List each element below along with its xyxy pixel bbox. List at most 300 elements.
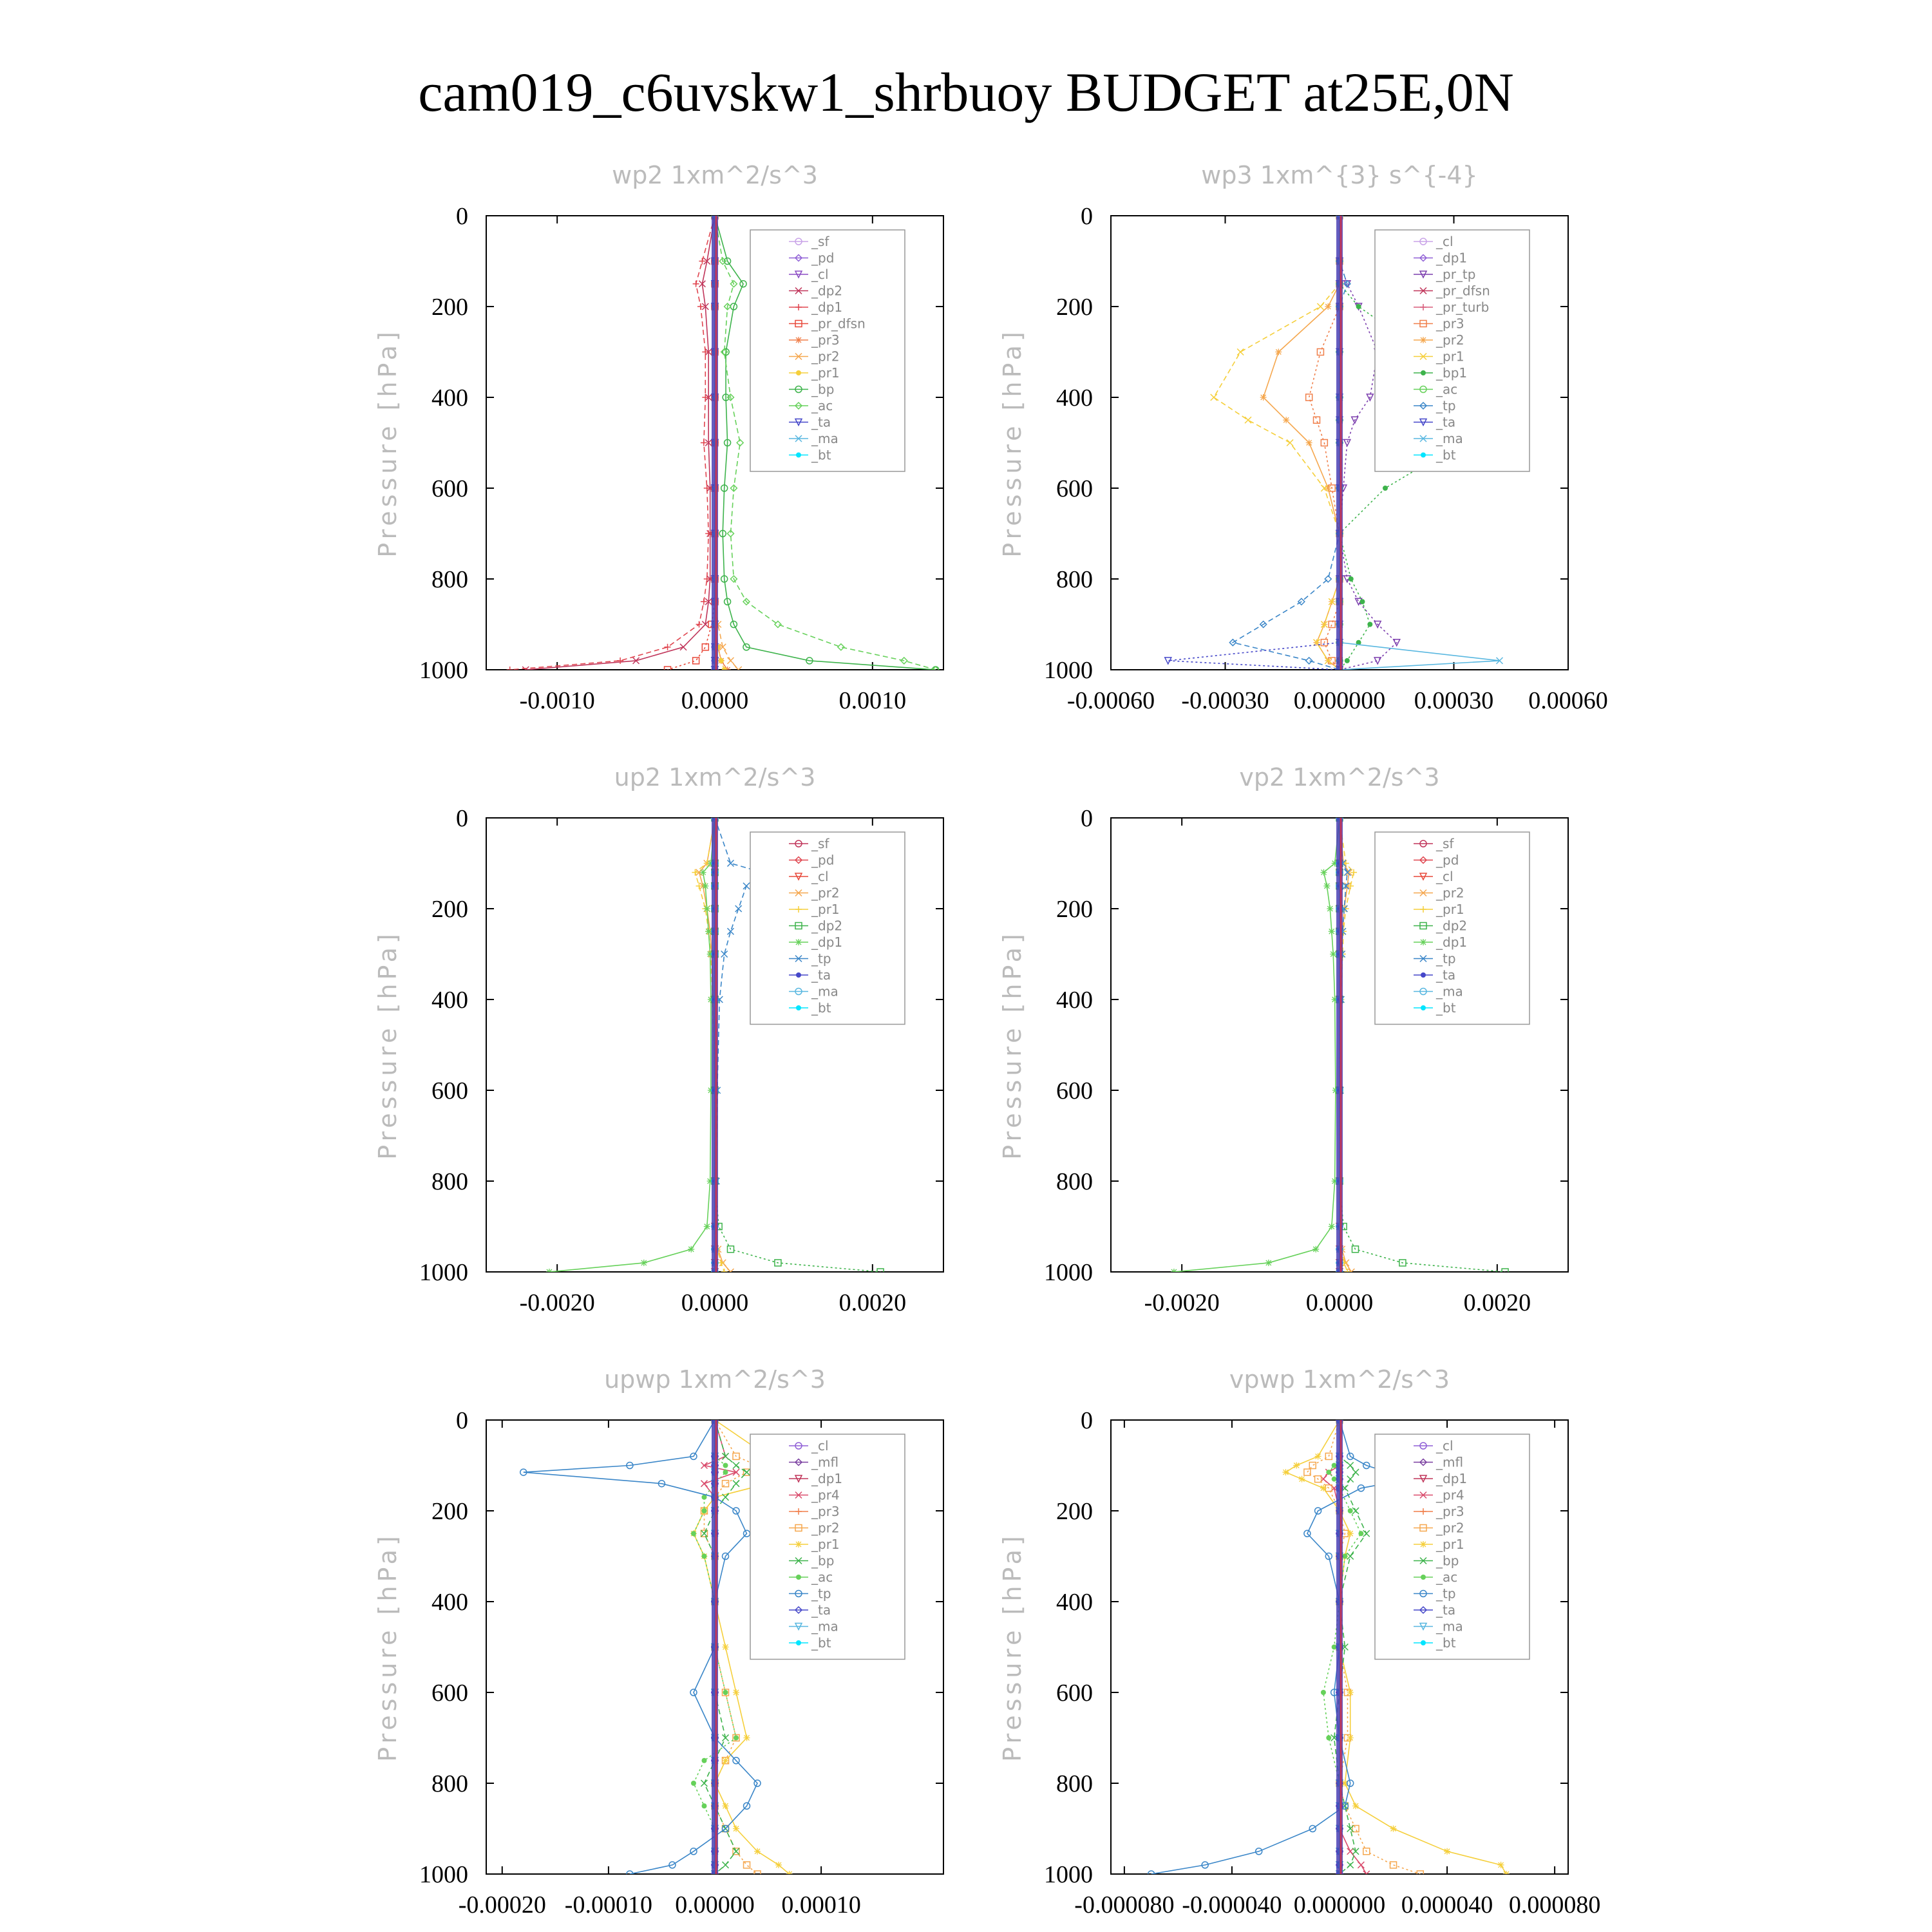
series-point-bp [1352,1508,1359,1514]
series-point-ac [701,1803,706,1808]
legend-label: _mfl [811,1454,839,1470]
legend-marker [1420,337,1426,343]
series-point-dp1 [1321,869,1327,876]
y-tick-label: 1000 [1044,1861,1093,1888]
series-point-dp1 [700,869,706,876]
series-point-pr4 [701,1481,707,1487]
y-tick-label: 800 [1056,1168,1093,1195]
series-point-pr2 [1306,440,1312,446]
legend-label: _ta [811,1602,831,1618]
series-point-dp1 [617,658,623,664]
series-point-pr1 [1444,1848,1450,1855]
y-tick-label: 200 [431,294,468,321]
series-point-dp1 [1323,883,1330,889]
legend-label: _bt [811,1635,831,1651]
panel-1 [374,161,943,714]
series-point-dp1 [1171,1269,1177,1275]
series-point-pr1 [1282,1469,1289,1475]
legend [1375,230,1530,471]
series-point-pr1 [1315,1453,1321,1459]
legend-label: _dp1 [1436,934,1468,950]
x-tick-label: 0.0020 [838,1289,907,1316]
legend-marker [795,337,802,343]
legend-label: _pr1 [811,365,840,381]
series-point-dp1 [702,349,708,355]
x-tick-label: -0.0020 [519,1289,595,1316]
x-tick-label: 0.000040 [1401,1891,1493,1918]
y-tick-label: 600 [1056,475,1093,502]
legend-label: _cl [1436,869,1454,884]
legend-marker [1421,1575,1426,1580]
series-point-bp [701,1780,707,1786]
legend-label: _ac [1436,1569,1458,1585]
y-axis-label: Pressure [hPa] [998,930,1027,1160]
series-point-pr1 [1352,1803,1359,1809]
legend-label: _sf [811,234,829,249]
legend-label: _pr3 [1436,1504,1464,1519]
series-point-dp1 [688,1246,694,1253]
series-point-dp1 [507,667,513,673]
series-point-dp1 [705,531,712,537]
legend-label: _bt [1436,1635,1456,1651]
panel-6 [998,1365,1600,1918]
legend-label: _pr4 [811,1487,840,1503]
series-point-bp [744,1469,750,1475]
legend-label: _pr3 [811,332,840,348]
legend [1375,832,1530,1025]
y-tick-label: 400 [1056,384,1093,412]
x-tick-label: 0.00010 [781,1891,861,1918]
series-point-bp [1347,1463,1354,1469]
series-point-bp [1347,1476,1354,1482]
series-point-ac [1321,1690,1326,1695]
series-point-tp [721,951,728,958]
series-point-pr1 [1347,1530,1354,1537]
series-point-ac [701,1508,706,1513]
x-tick-label: 0.00000 [675,1891,755,1918]
y-tick-label: 200 [1056,896,1093,923]
series-point-pr1 [1347,1689,1354,1696]
legend-label: _ac [811,398,833,413]
y-axis-label: Pressure [hPa] [374,328,402,558]
series-point-pr1 [719,658,724,663]
y-tick-label: 400 [431,1589,468,1616]
legend-label: _pr1 [811,902,840,917]
series-point-pr1 [1347,1735,1354,1741]
legend-label: _cl [1436,234,1454,249]
legend-label: _ac [1436,381,1458,397]
series-point-pr1 [723,1757,729,1764]
panel-3 [374,763,943,1316]
legend-marker [1421,972,1426,978]
legend-marker [796,972,801,978]
legend-label: _pr_dfsn [811,316,866,332]
series-point-ac [723,1470,728,1475]
series-line-tp [1151,1420,1410,1874]
series-point-pr2 [727,658,734,664]
legend-marker [795,1541,802,1548]
x-tick-label: -0.0020 [1144,1289,1220,1316]
series-point-pr1 [723,1644,729,1651]
legend-marker [795,939,802,945]
series-point-dp1 [696,621,703,628]
series-point-dp1 [1330,951,1336,958]
legend-marker [1421,1005,1426,1010]
x-tick-label: 0.000080 [1508,1891,1601,1918]
panel-title: vp2 1xm^2/s^3 [1239,763,1440,791]
legend-label: _pd [811,852,835,868]
series-point-pr1 [1237,349,1244,355]
series-point-dp1 [693,281,699,287]
series-point-pr1 [1299,1476,1305,1482]
series-point-ac [734,1736,739,1741]
y-tick-label: 600 [1056,1680,1093,1707]
legend-label: _ta [811,414,831,430]
series-point-pr2 [1325,303,1331,310]
series-point-ac [1326,1736,1331,1741]
legend-label: _pd [811,250,835,266]
y-tick-label: 200 [431,1498,468,1525]
legend-label: _tp [1436,398,1456,413]
series-point-bp1 [1349,576,1354,582]
series-point-pr1 [721,1269,728,1275]
legend-label: _ta [1436,1602,1456,1618]
legend-label: _bp [1436,1553,1459,1569]
series-point-bp1 [1345,658,1350,663]
legend-marker [796,1640,801,1645]
legend-label: _pr2 [1436,1520,1464,1536]
y-axis-label: Pressure [hPa] [374,1532,402,1762]
series-point-pr1 [1503,1871,1510,1877]
series-point-dp1 [704,485,710,491]
x-tick-label: -0.00030 [1181,687,1269,714]
y-tick-label: 600 [431,475,468,502]
legend-label: _dp1 [1436,1471,1468,1486]
series-point-dp1 [1265,1260,1272,1266]
x-tick-label: 0.0000 [681,1289,749,1316]
y-tick-label: 0 [456,805,468,832]
legend-label: _pr2 [811,348,840,365]
series-point-pr1 [786,1871,793,1877]
legend-label: _tp [811,1586,831,1602]
series-point-pr1 [1287,440,1293,446]
y-tick-label: 0 [456,203,468,230]
series-point-dp1 [665,644,671,650]
series-point-bp [723,1862,729,1868]
legend-marker [1421,453,1426,458]
x-tick-label: -0.00010 [564,1891,652,1918]
series-point-ac [723,1463,728,1468]
x-tick-label: 0.000000 [1293,687,1386,714]
legend-label: _cl [811,267,829,282]
y-tick-label: 800 [431,566,468,593]
series-point-bp1 [1360,599,1365,604]
series-point-ac [701,1554,706,1559]
series-point-dp1 [702,394,708,401]
legend-label: _pr2 [1436,332,1464,348]
series-point-tp [727,860,734,867]
legend-label: _pr3 [811,1504,840,1519]
y-tick-label: 800 [1056,1770,1093,1797]
y-tick-label: 600 [431,1077,468,1104]
series-point-bp [733,1481,739,1487]
legend-label: _cl [811,1438,829,1454]
series-point-pr4 [1358,1862,1364,1868]
legend-label: _pr_dfsn [1436,283,1490,299]
x-tick-label: 0.000000 [1293,1891,1386,1918]
legend-label: _ta [811,967,831,983]
x-tick-label: -0.000080 [1074,1891,1175,1918]
legend-label: _ma [811,983,838,999]
series-point-bp1 [1383,486,1388,491]
legend-label: _dp1 [811,934,843,950]
legend-label: _sf [811,836,829,851]
series-point-tp [1306,658,1312,664]
series-point-dp2 [680,644,687,650]
series-point-dp1 [546,1269,553,1275]
series-point-pr1 [1317,303,1323,310]
series-point-pr_dfsn [693,658,699,664]
series-point-ac [691,1531,696,1536]
series-point-bp [1363,1530,1370,1537]
y-tick-label: 800 [431,1770,468,1797]
series-point-bp [701,1530,707,1537]
x-tick-label: 0.0020 [1463,1289,1531,1316]
series-point-dp1 [705,928,712,934]
series-point-pr1 [733,1826,739,1832]
series-point-ac [701,1758,706,1763]
legend-label: _ma [1436,431,1463,446]
series-line-pr4 [705,1420,737,1874]
series-point-pr2 [1325,485,1331,491]
series-point-bp [723,1735,729,1741]
panel-4 [998,763,1568,1316]
legend-label: _pr4 [1436,1487,1464,1503]
legend-marker [796,453,801,458]
y-tick-label: 400 [431,987,468,1014]
y-tick-label: 400 [1056,1589,1093,1616]
panel-2 [998,161,1608,714]
panel-title: upwp 1xm^2/s^3 [604,1365,826,1394]
legend-label: _pr_turb [1436,299,1490,315]
y-axis-label: Pressure [hPa] [374,930,402,1160]
series-point-pr3 [1314,417,1320,423]
legend [750,832,905,1025]
series-point-bp [1347,1862,1354,1868]
legend-label: _ac [811,1569,833,1585]
series-point-pr2 [1390,1862,1397,1868]
series-line-dp1 [1174,818,1340,1272]
series-point-dp1 [1312,1246,1319,1253]
legend-label: _pr2 [1436,885,1464,901]
legend-label: _pr3 [1436,316,1464,332]
y-tick-label: 1000 [419,657,468,684]
legend-marker [796,370,801,375]
series-line-dp2 [526,216,715,670]
series-point-dp1 [704,905,710,912]
y-tick-label: 1000 [1044,1259,1093,1286]
x-tick-label: 0.0000 [681,687,749,714]
panel-title: wp3 1xm^{3} s^{-4} [1201,161,1478,189]
y-tick-label: 600 [1056,1077,1093,1104]
legend-label: _cl [811,869,829,884]
series-point-pr2 [1283,417,1289,423]
series-point-pr2 [1304,1469,1311,1475]
series-point-dp1 [702,883,708,889]
series-point-pr1 [1320,1485,1327,1492]
legend-marker [1421,1640,1426,1645]
legend-label: _dp1 [1436,250,1468,266]
y-tick-label: 800 [431,1168,468,1195]
legend-label: _mfl [1436,1454,1464,1470]
series-point-dp1 [1329,1224,1335,1230]
legend-label: _dp2 [811,918,843,934]
series-point-dp1 [641,1260,647,1266]
series-point-pr1 [775,1862,782,1868]
y-tick-label: 0 [1081,203,1093,230]
series-point-ac [775,621,781,628]
series-point-pr1 [1293,1463,1300,1469]
legend-label: _ta [1436,967,1456,983]
series-point-pr1 [723,1803,729,1809]
series-point-pr_tp [1374,658,1381,664]
series-point-bp [733,1848,739,1855]
panel-title: up2 1xm^2/s^3 [614,763,816,791]
x-tick-label: 0.0000 [1305,1289,1374,1316]
legend-label: _dp1 [811,1471,843,1486]
series-point-dp1 [704,576,710,582]
legend-label: _bt [811,447,831,463]
series-point-bp1 [1356,304,1361,309]
legend-label: _pr1 [1436,348,1464,365]
series-point-pr2 [1352,1826,1359,1832]
series-point-bp1 [1367,622,1372,627]
legend-label: _ma [811,431,838,446]
series-point-dp1 [1329,928,1335,934]
y-tick-label: 0 [1081,805,1093,832]
legend [1375,1434,1530,1660]
legend-label: _pd [1436,852,1459,868]
legend-label: _dp2 [811,283,843,299]
series-point-pr1 [722,667,727,672]
y-tick-label: 200 [431,896,468,923]
legend-marker [796,1575,801,1580]
y-tick-label: 200 [1056,294,1093,321]
legend-label: _pr1 [1436,1537,1464,1552]
legend-label: _bt [1436,1000,1456,1016]
series-point-pr3 [1329,621,1335,628]
panel-title: vpwp 1xm^2/s^3 [1229,1365,1450,1394]
legend-label: _pr2 [811,885,840,901]
y-tick-label: 1000 [419,1259,468,1286]
series-point-pr1 [1211,394,1217,401]
y-tick-label: 400 [1056,987,1093,1014]
series-point-pr2 [1275,349,1282,355]
series-point-pr1 [733,1689,739,1696]
legend-label: _pr2 [811,1520,840,1536]
series-line-dp1 [510,216,715,670]
legend-marker [1420,939,1426,945]
series-point-bp [1352,1469,1359,1475]
legend-label: _pr1 [811,1537,840,1552]
y-axis-label: Pressure [hPa] [998,1532,1027,1762]
series-point-ac [1348,1508,1353,1513]
x-tick-label: 0.00030 [1414,687,1494,714]
series-point-pr_tp [1344,440,1350,446]
legend-label: _bp [811,381,835,397]
y-axis-label: Pressure [hPa] [998,328,1027,558]
legend-label: _cl [1436,1438,1454,1454]
series-point-pr1 [1498,1862,1504,1868]
y-tick-label: 600 [431,1680,468,1707]
x-tick-label: -0.00020 [458,1891,546,1918]
legend-label: _pr_tp [1436,267,1476,282]
legend-label: _dp1 [811,299,843,315]
legend-label: _ta [1436,414,1456,430]
legend-label: _bt [1436,447,1456,463]
legend-label: _bp [811,1553,835,1569]
x-tick-label: -0.0010 [519,687,595,714]
y-tick-label: 0 [1081,1407,1093,1434]
series-point-dp1 [704,1224,710,1230]
legend-label: _tp [1436,1586,1456,1602]
legend-label: _ma [1436,983,1463,999]
panels [374,161,1608,1918]
legend-label: _bp1 [1436,365,1468,381]
legend-label: _ma [1436,1618,1463,1634]
series-point-pr4 [1347,1848,1354,1855]
y-tick-label: 1000 [419,1861,468,1888]
series-point-bp [723,1453,729,1459]
series-point-pr1 [1245,417,1251,423]
y-tick-label: 800 [1056,566,1093,593]
legend-label: _bt [811,1000,831,1016]
series-point-tp [735,905,742,912]
legend-marker [796,1005,801,1010]
series-point-ac [1358,1531,1363,1536]
x-tick-label: -0.000040 [1182,1891,1282,1918]
panel-5 [374,1365,943,1918]
series-point-tp [743,883,750,889]
panel-title: wp2 1xm^2/s^3 [612,161,818,189]
series-point-pr1 [718,1260,724,1266]
y-tick-label: 200 [1056,1498,1093,1525]
legend-marker [1421,370,1426,375]
series-point-pr2 [1260,394,1267,401]
legend-label: _pr1 [1436,902,1464,917]
series-point-dp1 [1327,905,1333,912]
legend [750,230,905,471]
series-line-pr_dfsn [668,216,715,670]
series-point-ac [691,1781,696,1786]
figure-title: cam019_c6uvskw1_shrbuoy BUDGET at25E,0N [418,61,1514,123]
series-line-dp1 [549,818,715,1272]
series-point-bp [733,1463,739,1469]
legend-label: _ma [811,1618,838,1634]
series-point-tp [727,928,734,934]
series-point-pr3 [1306,394,1312,401]
series-point-pr1 [744,1735,750,1741]
legend-label: _sf [1436,836,1454,851]
y-tick-label: 1000 [1044,657,1093,684]
legend-marker [1420,1541,1426,1548]
legend-label: _dp2 [1436,918,1468,934]
x-tick-label: 0.0010 [838,687,907,714]
series-point-ac [723,1690,728,1695]
series-point-ac [1326,1470,1331,1475]
series-point-pr_dfsn [702,644,708,650]
x-tick-label: -0.00060 [1066,687,1155,714]
